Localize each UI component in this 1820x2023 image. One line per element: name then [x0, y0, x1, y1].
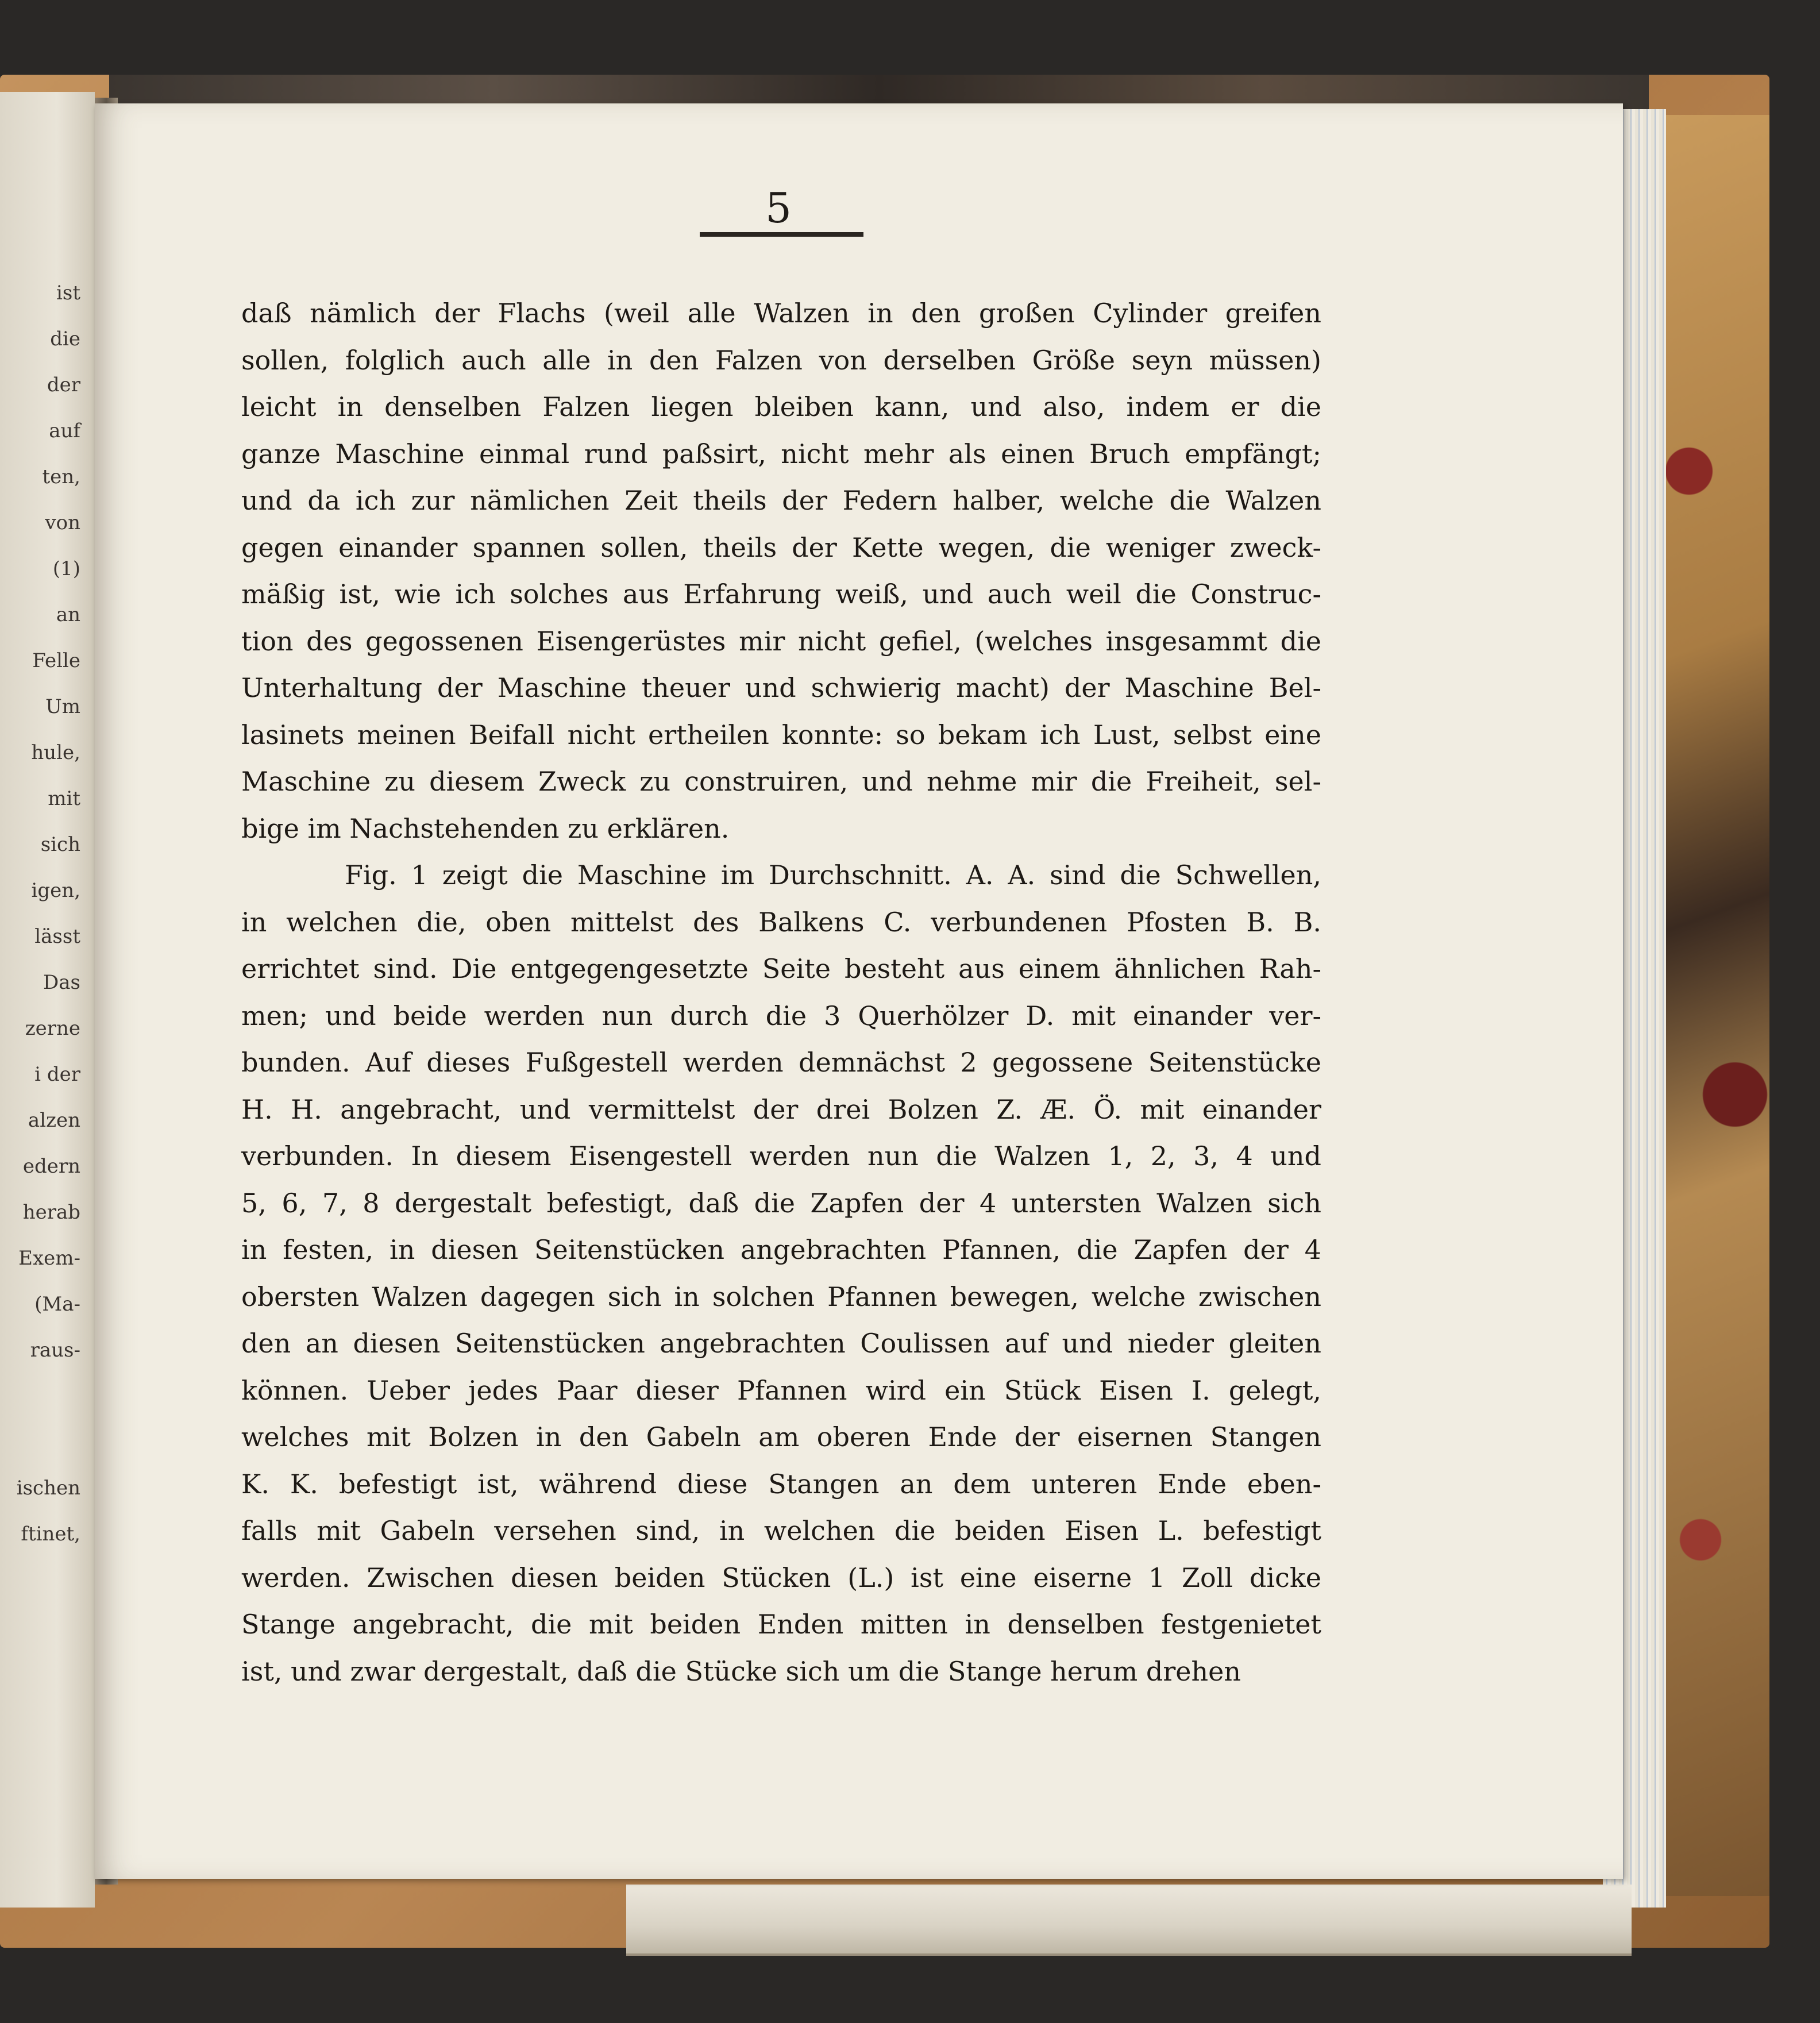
text-line: Stange angebracht, die mit beiden Enden mitten in denselben festgenietet	[241, 1609, 1321, 1640]
text-line: in welchen die, oben mittelst des Balkens C. verbundenen Pfosten B. B.	[241, 906, 1321, 938]
left-page-fragment: (1)	[52, 557, 80, 580]
left-page-fragments	[0, 282, 95, 1908]
left-page-fragment: ftinet,	[21, 1523, 80, 1546]
text-line: Unterhaltung der Maschine theuer und schwierig macht) der Maschine Bel-	[241, 672, 1321, 703]
text-line: falls mit Gabeln versehen sind, in welchen die beiden Eisen L. befestigt	[241, 1515, 1321, 1546]
text-line: werden. Zwischen diesen beiden Stücken (L.) ist eine eiserne 1 Zoll dicke	[241, 1562, 1321, 1593]
page-number-rule	[700, 232, 863, 237]
text-line: lasinets meinen Beifall nicht ertheilen konnte: so bekam ich Lust, selbst eine	[241, 719, 1321, 750]
left-page-fragment: igen,	[31, 879, 80, 902]
text-line: obersten Walzen dagegen sich in solchen Pfannen bewegen, welche zwischen	[241, 1281, 1321, 1312]
left-page-fragment: an	[56, 603, 80, 626]
text-line: men; und beide werden nun durch die 3 Querhölzer D. mit einander ver-	[241, 1000, 1321, 1031]
left-page-fragment: ischen	[16, 1477, 80, 1500]
left-page-fragment: von	[45, 511, 80, 534]
left-page-fragment: die	[50, 327, 80, 350]
left-page-fragment: sich	[40, 833, 80, 856]
text-line: und da ich zur nämlichen Zeit theils der Federn halber, welche die Walzen	[241, 485, 1321, 516]
text-line: den an diesen Seitenstücken angebrachten Coulissen auf und nieder gleiten	[241, 1328, 1321, 1359]
left-page-fragment: auf	[49, 419, 80, 442]
text-line: errichtet sind. Die entgegengesetzte Seite besteht aus einem ähnlichen Rah-	[241, 953, 1321, 984]
text-line: mäßig ist, wie ich solches aus Erfahrung weiß, und auch weil die Construc-	[241, 579, 1321, 610]
text-line: Fig. 1 zeigt die Maschine im Durchschnitt. A. A. sind die Schwellen,	[345, 860, 1321, 891]
left-page-fragment: ten,	[42, 465, 80, 488]
left-page-fragment: Felle	[32, 649, 80, 672]
text-line: in festen, in diesen Seitenstücken angebrachten Pfannen, die Zapfen der 4	[241, 1234, 1321, 1265]
left-page-fragment: Exem-	[18, 1247, 80, 1270]
left-page-fragment: raus-	[30, 1339, 80, 1362]
text-line: welches mit Bolzen in den Gabeln am oberen Ende der eisernen Stangen	[241, 1421, 1321, 1452]
text-line: Maschine zu diesem Zweck zu construiren, und nehme mir die Freiheit, sel-	[241, 766, 1321, 797]
text-line: 5, 6, 7, 8 dergestalt befestigt, daß die Zapfen der 4 untersten Walzen sich	[241, 1187, 1321, 1219]
bottom-page-stack	[626, 1885, 1632, 1956]
left-page-fragment: herab	[22, 1201, 80, 1224]
text-line: ist, und zwar dergestalt, daß die Stücke sich um die Stange herum drehen	[241, 1655, 1241, 1687]
text-line: tion des gegossenen Eisengerüstes mir nicht gefiel, (welches insgesammt die	[241, 625, 1321, 657]
text-line: H. H. angebracht, und vermittelst der drei Bolzen Z. Æ. Ö. mit einander	[241, 1093, 1321, 1125]
left-page-fragment: mit	[48, 787, 80, 810]
left-page-fragment: hule,	[31, 741, 80, 764]
left-page-fragment: alzen	[28, 1109, 80, 1132]
left-page-fragment: (Ma-	[34, 1293, 80, 1316]
marbled-board-edge	[1655, 115, 1769, 1896]
text-line: daß nämlich der Flachs (weil alle Walzen in den großen Cylinder greifen	[241, 298, 1321, 329]
left-page-fragment: Das	[43, 971, 80, 994]
text-line: bige im Nachstehenden zu erklären.	[241, 812, 730, 844]
left-page-fragment: der	[47, 373, 80, 396]
text-line: sollen, folglich auch alle in den Falzen von derselben Größe seyn müssen)	[241, 344, 1321, 376]
left-page-fragment: Um	[45, 695, 80, 718]
text-line: K. K. befestigt ist, während diese Stangen an dem unteren Ende eben-	[241, 1468, 1321, 1500]
text-line: bunden. Auf dieses Fußgestell werden demnächst 2 gegossene Seitenstücke	[241, 1047, 1321, 1078]
text-line: ganze Maschine einmal rund paßsirt, nicht mehr als einen Bruch empfängt;	[241, 438, 1321, 469]
page-number: 5	[765, 184, 792, 232]
text-line: verbunden. In diesem Eisengestell werden nun die Walzen 1, 2, 3, 4 und	[241, 1140, 1321, 1172]
text-line: gegen einander spannen sollen, theils der Kette wegen, die weniger zweck-	[241, 531, 1321, 563]
left-page-fragment: lässt	[34, 925, 80, 948]
left-page-fragment: i der	[34, 1063, 80, 1086]
left-page-fragment: edern	[22, 1155, 80, 1178]
left-page-fragment: ist	[56, 282, 80, 305]
left-page-edge	[0, 92, 95, 1908]
left-page-fragment: zerne	[25, 1017, 80, 1040]
page-text	[241, 290, 1321, 1715]
text-line: leicht in denselben Falzen liegen bleiben kann, und also, indem er die	[241, 391, 1321, 422]
text-line: können. Ueber jedes Paar dieser Pfannen wird ein Stück Eisen I. gelegt,	[241, 1374, 1321, 1406]
